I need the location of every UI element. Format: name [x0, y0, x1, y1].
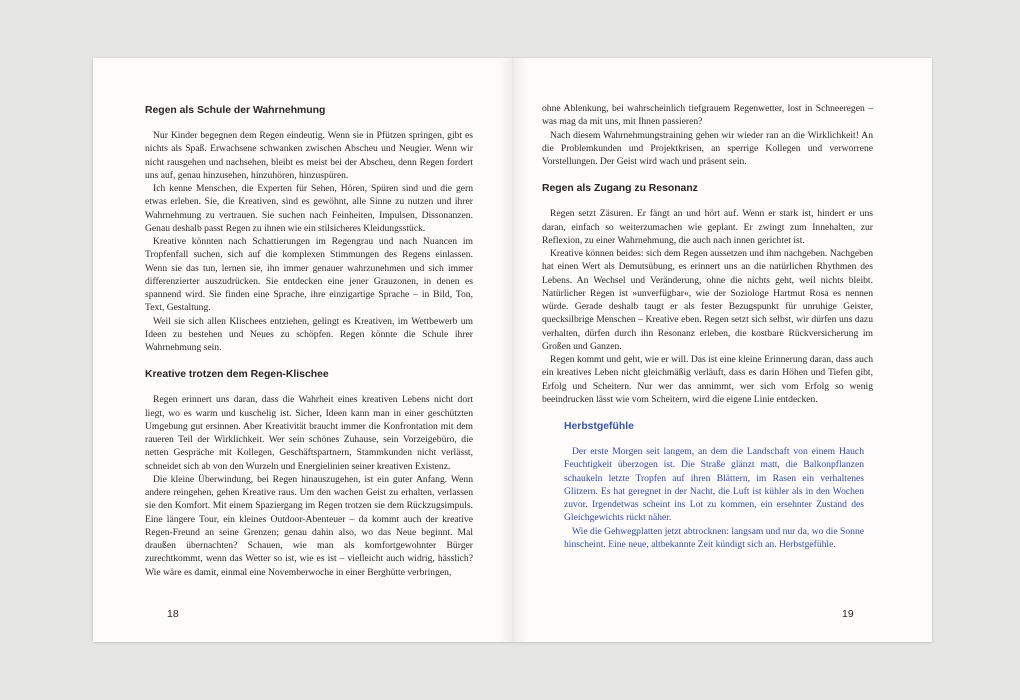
paragraph-continuation: ohne Ablenkung, bei wahrscheinlich tiefgrauem Regenwetter, lost in Schneeregen – was mag da mit uns, mit Ihnen passieren?	[542, 103, 873, 128]
book-spread	[93, 58, 932, 642]
right-page-column	[542, 102, 873, 551]
left-page	[93, 58, 513, 642]
paragraph: Kreative könnten nach Schattierungen im Regengrau und nach Nuancen im Tropfenfall suchen, sich auf die komplexen Stimmungen des Regens einlassen. Wenn sie das tun, lernen sie, ihn immer genauer wahrzunehmen und sich immer differenzierter auszudrücken. Sie entdecken eine jener Grauzonen, in denen es spannend wird. Sie finden eine Sprache, ihre einzigartige Sprache – in Bild, Ton, Text, Gestaltung.	[145, 236, 473, 314]
paragraph: Regen erinnert uns daran, dass die Wahrheit eines kreativen Lebens nicht dort liegt, wo es warm und kuschelig ist. Sicher, Ideen kann man in einer geschützten Umgebung gut ersinnen. Aber Kreativität braucht immer die Konfrontation mit dem raueren Teil der Wirklichkeit. Wer sein schönes Zuhause, sein Vorzeigebüro, die netten Gespräche mit Kollegen, Geschäftspartnern, Stammkunden nicht verlässt, schneidet sich ab von den Wurzeln und Energielinien seiner kreativen Existenz.	[145, 394, 473, 472]
paragraph-blue: Wie die Gehwegplatten jetzt abtrocknen: langsam und nur da, wo die Sonne hinscheint. Eine neue, altbekannte Zeit kündigt sich an. Herbstgefühle.	[564, 525, 864, 550]
paragraph: Weil sie sich allen Klischees entziehen, gelingt es Kreativen, im Wettbewerb um Ideen zu bestehen und Neues zu schöpfen. Regen könnte die Schule ihrer Wahrnehmung sein.	[145, 315, 473, 353]
page-number-left: 18	[167, 608, 179, 620]
right-page	[513, 58, 932, 642]
paragraph: Kreative können beides: sich dem Regen aussetzen und ihm nachgeben. Nachgeben hat einen Wert als Demutsübung, es erinnert uns an die natürlichen Rhythmen des Lebens. An Wechsel und Veränderung, ohne die nichts geht, weil nichts bleibt. Natürlicher Regen ist »unverfügbar«, wie der Soziologe Hartmut Rosa es nennen würde. Gerade deshalb taugt er als fester Bezugspunkt für unruhige Geister, quecksilbrige Menschen – Kreative eben. Regen setzt sich selbst, wir dürfen uns dazu verhalten, dürfen durch ihn Resonanz erleben, die kostbare Rückversicherung im Großen und Ganzen.	[542, 248, 873, 352]
herbstgefuehle-block	[564, 420, 864, 551]
paragraph-blue: Der erste Morgen seit langem, an dem die Landschaft von einem Hauch Feuchtigkeit überzogen ist. Die Straße glänzt matt, die Balkonpflanzen schaukeln letzte Tropfen auf ihren Blättern, im Rasen ein verhaltenes Glitzern. Es hat geregnet in der Nacht, die Luft ist kühler als in den Wochen zuvor. Irgendetwas scheint ins Lot zu kommen, ein ersehnter Zustand des Gleichgewichts rückt näher.	[564, 446, 864, 524]
paragraph: Ich kenne Menschen, die Experten für Sehen, Hören, Spüren sind und die gern etwas erleben. Sie, die Kreativen, sind es gewöhnt, alle Sinne zu nutzen und ihrer Wahrnehmung zu vertrauen. Sie suchen nach Feinheiten, Impulsen, Dissonanzen. Genau deshalb passt Regen zu ihnen wie ein stilsicheres Kleidungsstück.	[145, 183, 473, 234]
section-heading-herbstgefuehle: Herbstgefühle	[564, 421, 634, 432]
left-page-column	[145, 104, 473, 579]
section-heading-wahrnehmung: Regen als Schule der Wahrnehmung	[145, 105, 326, 116]
section-heading-klischee: Kreative trotzen dem Regen-Klischee	[145, 369, 329, 381]
paragraph: Nach diesem Wahrnehmungstraining gehen wir wieder ran an die Wirklichkeit! An die Problemkunden und Projektkrisen, an sperrige Kollegen und verworrene Vorstellungen. Der Geist wird wach und präsent sein.	[542, 129, 873, 167]
page-number-right: 19	[842, 608, 854, 620]
paragraph: Regen setzt Zäsuren. Er fängt an und hört auf. Wenn er stark ist, hindert er uns daran, einfach so weiterzumachen wie geplant. Er zwingt zum Innehalten, zur Reflexion, zu einer Wahrnehmung, die auch nach innen gerichtet ist.	[542, 208, 873, 246]
section-heading-resonanz: Regen als Zugang zu Resonanz	[542, 183, 698, 195]
paragraph: Die kleine Überwindung, bei Regen hinauszugehen, ist ein guter Anfang. Wenn andere reingehen, gehen Kreative raus. Um den wachen Geist zu erhalten, verlassen sie den Komfort. Mit einem Spaziergang im Regen trotzen sie dem Rückzugsimpuls. Eine längere Tour, ein kleines Outdoor-Abenteuer – da kommt auch der kreative Regen-Freund an seine Grenzen; genau dahin also, wo das Neue beginnt. Mal draußen übernachten? Schauen, wie man als komfortgewohnter Bürger zurechtkommt, wenn das Wetter so ist, wie es ist – vielleicht auch widrig, hässlich? Wie wäre es damit, einmal eine Novemberwoche in einer Berghütte verbringen,	[145, 473, 473, 578]
paragraph: Regen kommt und geht, wie er will. Das ist eine kleine Erinnerung daran, dass auch ein kreatives Leben nicht gleichmäßig verläuft, dass es darin Höhen und Tiefen gibt, Erfolg und Scheitern. Nur wer das annimmt, wer sich vom Erfolg so wenig beeindrucken lässt wie vom Scheitern, wird die eigene Linie entdecken.	[542, 354, 873, 405]
paragraph: Nur Kinder begegnen dem Regen eindeutig. Wenn sie in Pfützen springen, gibt es nichts als Spaß. Erwachsene schwanken zwischen Abscheu und Neugier. Wenn wir nicht rausgehen und nachsehen, bleibt es meist bei der Abscheu, denn Regen fordert uns auf, genau hinzusehen, hinzuhören, hinzuspüren.	[145, 130, 473, 181]
